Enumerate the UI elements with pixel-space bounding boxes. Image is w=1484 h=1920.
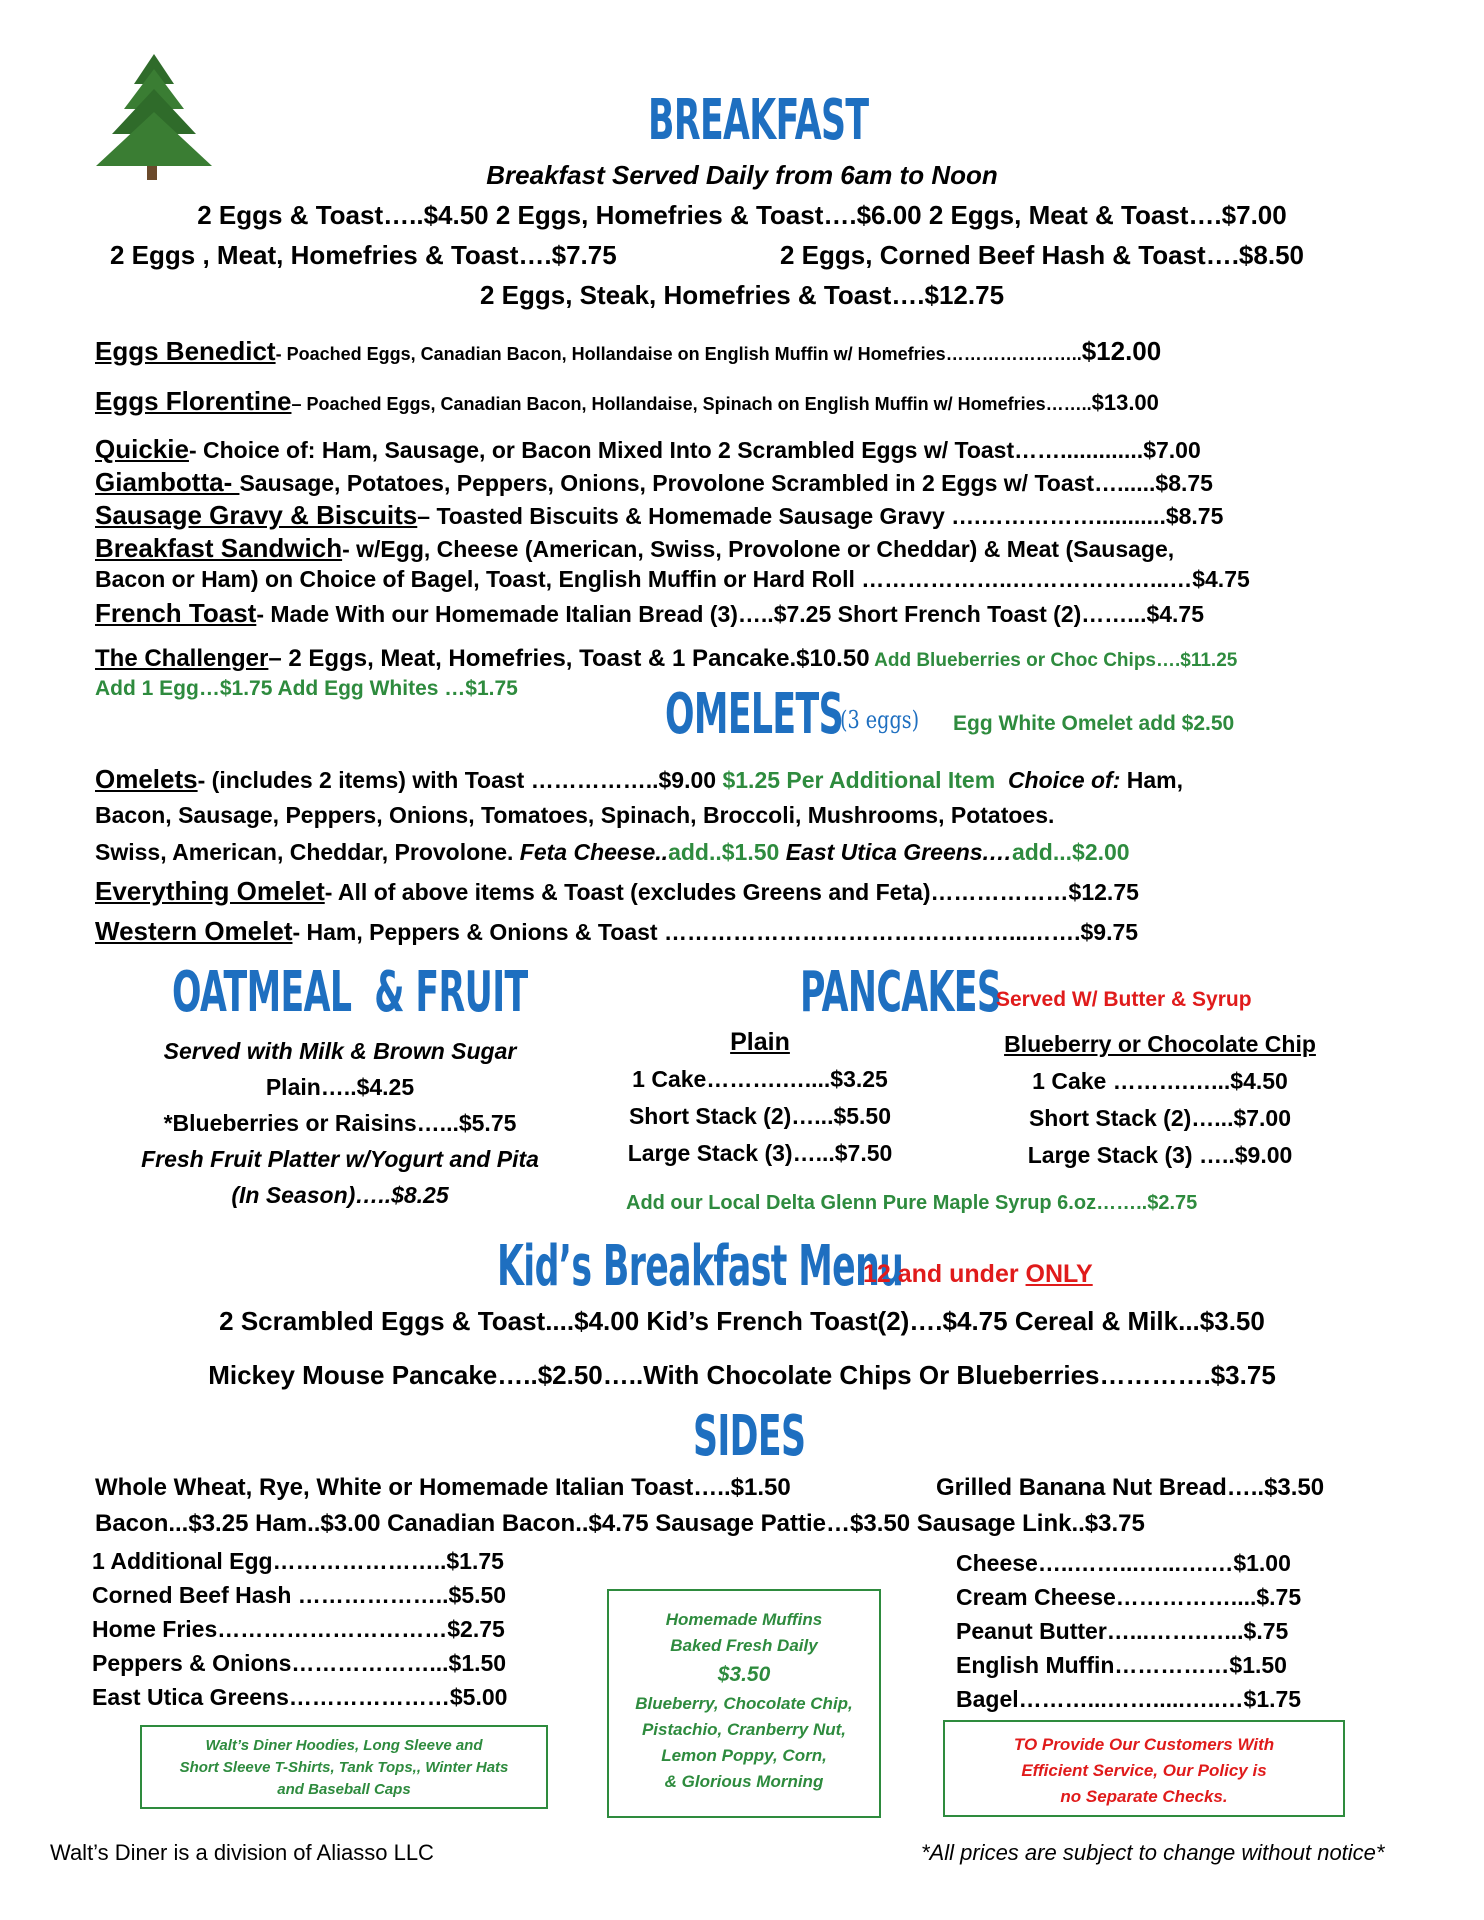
policy-line-2: Efficient Service, Our Policy is: [1021, 1761, 1267, 1780]
omelets-line-3: [95, 839, 1130, 866]
item-name: Breakfast Sandwich: [95, 533, 343, 563]
sides-row-1a: Whole Wheat, Rye, White or Homemade Italian Toast…..$1.50: [95, 1474, 791, 1501]
oatmeal-line-1: Served with Milk & Brown Sugar: [163, 1038, 517, 1064]
omelets-title-note: (3 eggs): [840, 706, 920, 734]
menu-item-eggs-benedict: [95, 336, 1161, 367]
omelets-line-2: Bacon, Sausage, Peppers, Onions, Tomatoes, Spinach, Broccoli, Mushrooms, Potatoes.: [95, 802, 1055, 828]
breakfast-line-2a: 2 Eggs , Meat, Homefries & Toast….$7.75: [110, 240, 617, 270]
item-desc: - Poached Eggs, Canadian Bacon, Hollandaise on English Muffin w/ Homefries…………………..: [275, 344, 1082, 364]
pancakes-blueberry-1: 1 Cake ……….…...$4.50: [1032, 1068, 1288, 1094]
pancakes-note: Served W/ Butter & Syrup: [996, 988, 1252, 1011]
item-desc: - w/Egg, Cheese (American, Swiss, Provolone or Cheddar) & Meat (Sausage,: [342, 536, 1175, 562]
sides-left-2: Corned Beef Hash ………………..$5.50: [92, 1582, 507, 1608]
egg-white-omelet-note: Egg White Omelet add $2.50: [953, 712, 1235, 735]
muffins-line-3: Blueberry, Chocolate Chip,: [635, 1694, 853, 1713]
item-name: The Challenger: [95, 645, 269, 672]
merch-line-1: Walt’s Diner Hoodies, Long Sleeve and: [205, 1737, 483, 1754]
sides-title: SIDES: [693, 1404, 806, 1469]
pancakes-blueberry-3: Large Stack (3) …..$9.00: [1027, 1142, 1293, 1168]
choice-rest: Ham,: [1120, 767, 1184, 793]
sides-row-2: Bacon...$3.25 Ham..$3.00 Canadian Bacon..$4.75 Sausage Pattie…$3.50 Sausage Link..$3.75: [95, 1510, 1145, 1537]
cheese-list: Swiss, American, Cheddar, Provolone.: [95, 839, 520, 865]
item-price: $13.00: [1091, 390, 1159, 415]
pancakes-plain-1: 1 Cake……….…....$3.25: [632, 1066, 888, 1092]
kids-menu-note: [863, 1260, 1093, 1289]
pancakes-plain-header: Plain: [730, 1028, 790, 1056]
oatmeal-title: OATMEAL & FRUIT: [172, 960, 528, 1025]
menu-item-omelets: [95, 764, 1183, 795]
oatmeal-line-3: *Blueberries or Raisins…...$5.75: [163, 1110, 517, 1136]
merch-line-2: Short Sleeve T-Shirts, Tank Tops,, Winter Hats: [179, 1759, 509, 1776]
kids-line-1: 2 Scrambled Eggs & Toast....$4.00 Kid’s French Toast(2)….$4.75 Cereal & Milk...$3.50: [219, 1306, 1265, 1336]
item-addon: $1.25 Per Additional Item: [716, 767, 996, 793]
feta-price: add..$1.50: [668, 839, 780, 865]
item-desc: - Made With our Homemade Italian Bread (3)…..$7.25 Short French Toast (2)……...$4.75: [256, 601, 1205, 627]
item-name: French Toast: [95, 598, 257, 628]
sides-right-1: Cheese…..……...…...….…$1.00: [956, 1550, 1291, 1576]
maple-syrup-addon: Add our Local Delta Glenn Pure Maple Syrup 6.oz……..$2.75: [626, 1192, 1198, 1214]
sides-left-5: East Utica Greens…………………$5.00: [92, 1684, 508, 1710]
menu-item-western-omelet: [95, 916, 1138, 947]
item-desc: – 2 Eggs, Meat, Homefries, Toast & 1 Pancake.$10.50: [268, 645, 870, 672]
item-name: Everything Omelet: [95, 876, 325, 906]
sides-right-5: Bagel………...…….....…..…$1.75: [956, 1686, 1302, 1712]
greens-price: add...$2.00: [1011, 839, 1130, 865]
item-desc: - Ham, Peppers & Onions & Toast ………………………………………...…….$9.75: [292, 919, 1139, 945]
item-desc: - All of above items & Toast (excludes Greens and Feta)………………$12.75: [324, 879, 1139, 905]
item-name: Omelets: [95, 764, 198, 794]
pancakes-blueberry-header: Blueberry or Chocolate Chip: [1004, 1031, 1316, 1057]
pancakes-blueberry-2: Short Stack (2)…...$7.00: [1028, 1105, 1292, 1131]
greens-label: East Utica Greens.…: [779, 839, 1012, 865]
menu-item-quickie: [95, 434, 1201, 465]
footer-right: *All prices are subject to change without notice*: [921, 1840, 1385, 1865]
sides-left-3: Home Fries…………………………$2.75: [92, 1616, 505, 1642]
policy-box: [943, 1720, 1345, 1817]
breakfast-line-1: 2 Eggs & Toast…..$4.50 2 Eggs, Homefries & Toast….$6.00 2 Eggs, Meat & Toast….$7.00: [197, 200, 1287, 230]
menu-item-sausage-gravy: [95, 500, 1223, 531]
menu-item-breakfast-sandwich: [95, 533, 1174, 564]
oatmeal-line-2: Plain…..$4.25: [265, 1074, 415, 1100]
item-desc: – Toasted Biscuits & Homemade Sausage Gravy ….……………...........$8.75: [417, 503, 1224, 529]
muffins-line-4: Pistachio, Cranberry Nut,: [641, 1720, 847, 1739]
item-name: Sausage Gravy & Biscuits: [95, 500, 418, 530]
oatmeal-line-4: Fresh Fruit Platter w/Yogurt and Pita: [141, 1146, 539, 1172]
item-name: Western Omelet: [95, 916, 293, 946]
muffins-line-5: Lemon Poppy, Corn,: [661, 1746, 827, 1765]
muffins-line-6: & Glorious Morning: [664, 1772, 824, 1791]
breakfast-title: BREAKFAST: [648, 88, 869, 153]
pancakes-plain-3: Large Stack (3)…...$7.50: [627, 1140, 893, 1166]
omelets-title: OMELETS: [665, 682, 843, 747]
item-desc: - (includes 2 items) with Toast ……………..$9.00: [197, 767, 717, 793]
sides-left-1: 1 Additional Egg…………………..$1.75: [92, 1548, 504, 1574]
item-desc: Sausage, Potatoes, Peppers, Onions, Provolone Scrambled in 2 Eggs w/ Toast…......$8.75: [239, 470, 1213, 496]
feta-label: Feta Cheese..: [519, 839, 669, 865]
sides-left-4: Peppers & Onions………………...$1.50: [92, 1650, 507, 1676]
item-name: Eggs Florentine: [95, 386, 292, 416]
sides-right-3: Peanut Butter…...…….…...$.75: [956, 1618, 1289, 1644]
item-desc: – Poached Eggs, Canadian Bacon, Hollandaise, Spinach on English Muffin w/ Homefries……..: [291, 394, 1092, 414]
item-name: Giambotta-: [95, 467, 240, 497]
policy-line-3: no Separate Checks.: [1060, 1787, 1228, 1806]
item-price: $12.00: [1081, 336, 1162, 366]
item-addon: Add Blueberries or Choc Chips….$11.25: [869, 650, 1238, 671]
kids-age-note: 12 and under: [863, 1260, 1026, 1288]
kids-menu-title: Kid’s Breakfast Menu: [497, 1234, 904, 1299]
breakfast-subtitle: Breakfast Served Daily from 6am to Noon: [486, 160, 998, 190]
muffins-price: $3.50: [717, 1663, 771, 1686]
item-name: Quickie: [95, 434, 189, 464]
menu-item-breakfast-sandwich-line-2: Bacon or Ham) on Choice of Bagel, Toast, English Muffin or Hard Roll ………………..………………...…$4.75: [95, 566, 1250, 592]
menu-item-eggs-florentine: [95, 386, 1159, 417]
breakfast-line-3: 2 Eggs, Steak, Homefries & Toast….$12.75: [479, 280, 1005, 310]
menu-item-everything-omelet: [95, 876, 1139, 907]
policy-line-1: TO Provide Our Customers With: [1013, 1735, 1275, 1754]
menu-item-french-toast: [95, 598, 1204, 629]
menu-item-challenger: [95, 645, 1237, 673]
item-desc: - Choice of: Ham, Sausage, or Bacon Mixed Into 2 Scrambled Eggs w/ Toast…….............$7.00: [188, 437, 1201, 463]
footer-left: Walt’s Diner is a division of Aliasso LLC: [50, 1840, 434, 1865]
sides-right-4: English Muffin……………$1.50: [956, 1652, 1287, 1678]
merch-box: [140, 1725, 548, 1809]
item-name: Eggs Benedict: [95, 336, 276, 366]
muffins-box: [607, 1589, 881, 1818]
sides-right-2: Cream Cheese……………....$.75: [956, 1584, 1302, 1610]
merch-line-3: and Baseball Caps: [277, 1781, 411, 1798]
challenger-addon-line-2: Add 1 Egg…$1.75 Add Egg Whites …$1.75: [95, 677, 518, 700]
menu-item-giambotta: [95, 467, 1213, 498]
kids-line-2: Mickey Mouse Pancake…..$2.50…..With Chocolate Chips Or Blueberries………….$3.75: [208, 1360, 1276, 1390]
muffins-line-2: Baked Fresh Daily: [670, 1636, 818, 1655]
pancakes-title: PANCAKES: [800, 960, 1002, 1025]
oatmeal-line-5: (In Season)…..$8.25: [231, 1182, 449, 1208]
pancakes-plain-2: Short Stack (2)…...$5.50: [628, 1103, 892, 1129]
muffins-line-1: Homemade Muffins: [665, 1610, 823, 1629]
breakfast-line-2b: 2 Eggs, Corned Beef Hash & Toast….$8.50: [780, 240, 1304, 270]
choice-label: Choice of:: [1007, 767, 1121, 793]
sides-row-1b: Grilled Banana Nut Bread…..$3.50: [936, 1474, 1325, 1501]
kids-only: ONLY: [1025, 1260, 1093, 1288]
